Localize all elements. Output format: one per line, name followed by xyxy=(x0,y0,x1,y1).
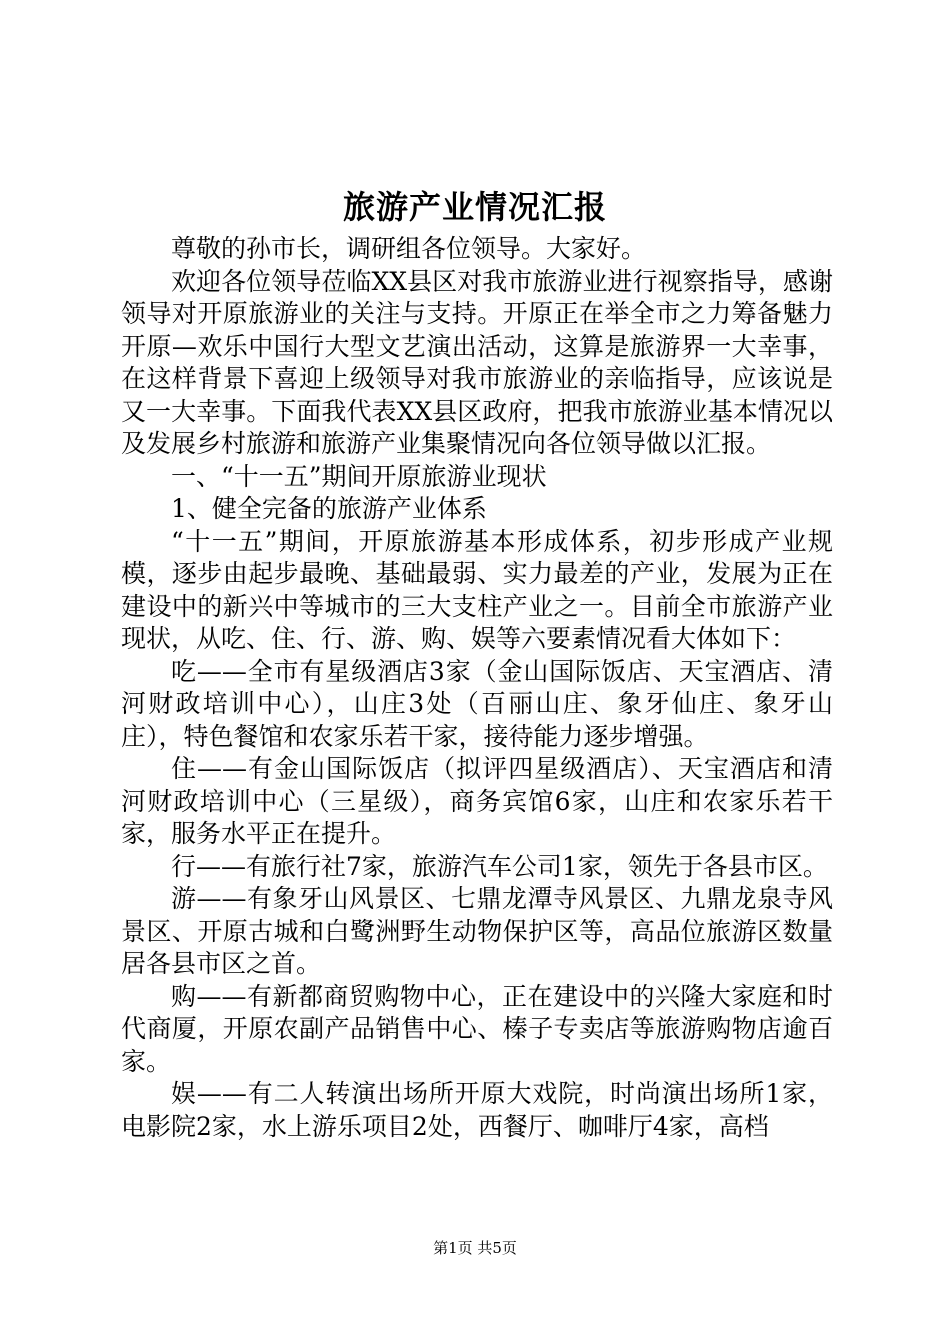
paragraph-overview: “十一五”期间，开原旅游基本形成体系，初步形成产业规模，逐步由起步最晚、基础最弱、实力最差的产业，发展为正在建设中的新兴中等城市的三大支柱产业之一。目前全市旅游产业现状，从吃、住、行、游、购、娱等六要素情况看大体如下： xyxy=(121,526,833,653)
page-footer: 第1页 共5页 xyxy=(433,1239,517,1257)
paragraph-shopping: 购——有新都商贸购物中心，正在建设中的兴隆大家庭和时代商厦，开原农副产品销售中心、榛子专卖店等旅游购物店逾百家。 xyxy=(121,981,833,1076)
subsection-heading: 1、健全完备的旅游产业体系 xyxy=(171,494,487,523)
section-heading: 一、“十一五”期间开原旅游业现状 xyxy=(171,461,547,491)
document-title: 旅游产业情况汇报 xyxy=(342,188,607,226)
paragraph-welcome: 欢迎各位领导莅临XX县区对我市旅游业进行视察指导，感谢领导对开原旅游业的关注与支持。开原正在举全市之力筹备魅力开原—欢乐中国行大型文艺演出活动，这算是旅游界一大幸事，在这样背景下喜迎上级领导对我市旅游业的亲临指导，应该说是又一大幸事。下面我代表XX县区政府，把我市旅游业基本情况以及发展乡村旅游和旅游产业集聚情况向各位领导做以汇报。 xyxy=(121,266,833,458)
paragraph-sightseeing: 游——有象牙山风景区、七鼎龙潭寺风景区、九鼎龙泉寺风景区、开原古城和白鹭洲野生动物保护区等，高品位旅游区数量居各县市区之首。 xyxy=(121,884,833,978)
paragraph-entertainment: 娱——有二人转演出场所开原大戏院，时尚演出场所1家，电影院2家，水上游乐项目2处，西餐厅、咖啡厅4家，高档 xyxy=(121,1079,833,1141)
paragraph-greeting: 尊敬的孙市长，调研组各位领导。大家好。 xyxy=(171,234,647,263)
paragraph-dining: 吃——全市有星级酒店3家（金山国际饭店、天宝酒店、清河财政培训中心），山庄3处（百丽山庄、象牙仙庄、象牙山庄），特色餐馆和农家乐若干家，接待能力逐步增强。 xyxy=(121,656,833,751)
paragraph-transport: 行——有旅行社7家，旅游汽车公司1家，领先于各县市区。 xyxy=(171,851,828,881)
paragraph-lodging: 住——有金山国际饭店（拟评四星级酒店）、天宝酒店和清河财政培训中心（三星级），商务宾馆6家，山庄和农家乐若干家，服务水平正在提升。 xyxy=(121,754,833,848)
document-body xyxy=(121,233,833,1143)
